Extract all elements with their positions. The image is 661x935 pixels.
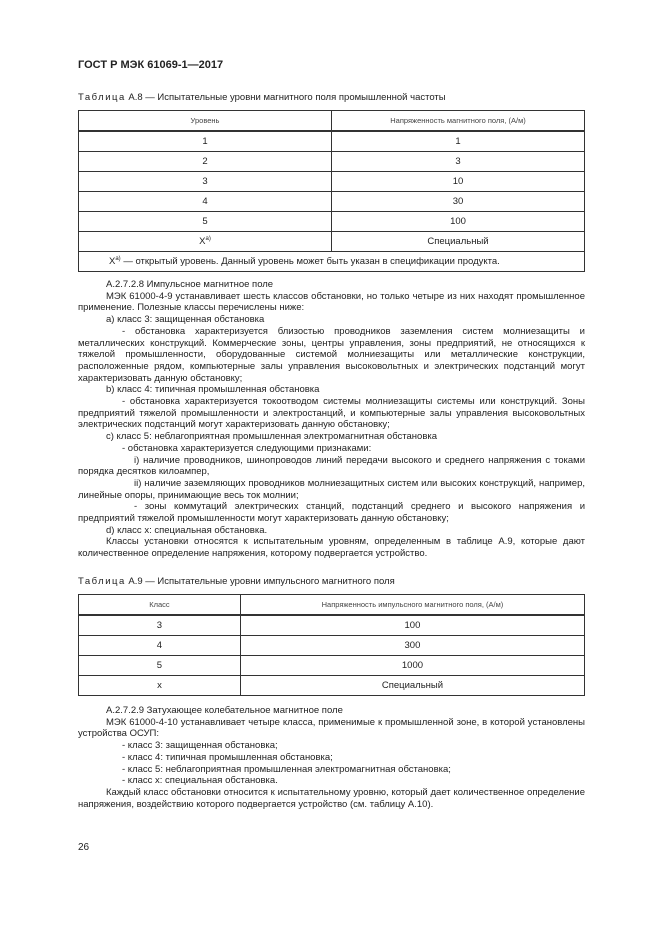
column-header: Класс	[79, 595, 241, 616]
footnote-text: — открытый уровень. Данный уровень может быть указан в спецификации продукта.	[120, 256, 500, 268]
cell-text: Специальный	[427, 236, 489, 247]
table-cell: 5	[79, 656, 241, 676]
paragraph: - обстановка характеризуется следующими признаками:	[122, 442, 372, 454]
table-row	[79, 615, 585, 636]
cell-text: 3	[455, 156, 461, 167]
table-cell: 100	[240, 615, 584, 636]
cell-text: 3	[202, 176, 208, 187]
table-cell	[79, 131, 332, 152]
table-row	[79, 172, 585, 192]
table-cell	[332, 212, 585, 232]
paragraph: i) наличие проводников, шинопроводов линий передачи высокого и среднего напряжения с токами порядка десятков килоампер,	[78, 454, 585, 478]
page-number: 26	[78, 842, 90, 853]
table-cell: x	[79, 676, 241, 696]
paragraph: Классы установки относятся к испытательным уровням, определенным в таблице А.9, которые дают количественное определение напряжения, которому подвергается устройство.	[78, 536, 585, 560]
paragraph: - обстановка характеризуется близостью проводников заземления систем молниезащиты и металлических конструкций. Коммерческие зоны, центры управления, зоны предприятий, не относящихся к тяжелой промышленности, оборудованные системой молниезащиты или металлические конструкции, расположенные рядом, компьютерные залы управления высоковольтных и электрических подстанций могут характеризовать данную обстановку;	[78, 325, 585, 384]
caption-text: А.9 — Испытательные уровни импульсного магнитного поля	[125, 576, 395, 587]
column-header: Уровень	[79, 111, 332, 132]
paragraph: ii) наличие заземляющих проводников молниезащитных систем или высоких конструкций, например, линейные опоры, принимающие весь ток молнии;	[78, 477, 585, 501]
table-row	[79, 152, 585, 172]
paragraph: А.2.7.2.9 Затухающее колебательное магнитное поле	[106, 705, 343, 716]
caption-text: А.8 — Испытательные уровни магнитного поля промышленной частоты	[125, 92, 446, 103]
paragraph: - класс 3: защищенная обстановка;	[122, 740, 278, 752]
table-a9-caption	[78, 576, 395, 587]
cell-text: 1	[455, 136, 461, 147]
table-cell	[79, 192, 332, 212]
cell-text: 4	[202, 196, 208, 207]
paragraph: МЭК 61000-4-9 устанавливает шесть классов обстановки, но только четыре из них находят промышленное применение. Полезные классы перечислены ниже:	[78, 290, 585, 314]
footnote-marker: a)	[115, 255, 121, 262]
table-footnote-row	[79, 252, 585, 272]
table-cell	[79, 232, 332, 252]
cell-text: X	[199, 236, 206, 248]
paragraph: А.2.7.2.8 Импульсное магнитное поле	[106, 279, 274, 290]
column-header: Напряженность импульсного магнитного поля, (А/м)	[240, 595, 584, 616]
table-cell	[79, 172, 332, 192]
table-row	[79, 232, 585, 252]
cell-text: 30	[452, 196, 464, 207]
paragraph: d) класс x: специальная обстановка.	[106, 524, 268, 536]
table-footnote	[79, 252, 585, 272]
table-cell	[332, 192, 585, 212]
table-cell: Специальный	[240, 676, 584, 696]
table-a8-caption	[78, 92, 446, 103]
column-header: Напряженность магнитного поля, (А/м)	[332, 111, 585, 132]
cell-text: 5	[202, 216, 208, 227]
cell-text: 100	[450, 216, 466, 227]
footnote-symbol: X	[109, 256, 116, 268]
table-row	[79, 192, 585, 212]
paragraph: b) класс 4: типичная промышленная обстановка	[106, 384, 320, 396]
paragraph: МЭК 61000-4-10 устанавливает четыре класса, применимые к промышленной зоне, в которой установлены устройства ОСУП:	[78, 716, 585, 740]
table-cell: 300	[240, 636, 584, 656]
table-cell: 4	[79, 636, 241, 656]
table-row	[79, 212, 585, 232]
caption-prefix: Таблица	[78, 576, 126, 587]
cell-text: 1	[202, 136, 208, 147]
table-a8	[78, 110, 585, 272]
paragraph: c) класс 5: неблагоприятная промышленная электромагнитная обстановка	[106, 431, 438, 443]
document-title: ГОСТ Р МЭК 61069-1—2017	[78, 59, 224, 71]
table-cell	[332, 152, 585, 172]
paragraph: - обстановка характеризуется токоотводом системы молниезащиты системы или конструкций. Зоны предприятий тяжелой промышленности и электростанций, и компьютерные залы управления высоковольтных электрических подстанций могут характеризовать данную обстановку;	[78, 396, 585, 431]
table-row	[79, 656, 585, 676]
table-a9	[78, 594, 585, 696]
paragraph: a) класс 3: защищенная обстановка	[106, 314, 265, 326]
cell-text: 10	[452, 176, 464, 187]
footnote-marker: a)	[205, 235, 211, 242]
section-a2729	[78, 705, 585, 810]
paragraph: - класс 4: типичная промышленная обстановка;	[122, 751, 333, 763]
table-cell	[332, 131, 585, 152]
paragraph: - класс 5: неблагоприятная промышленная электромагнитная обстановка;	[122, 763, 451, 775]
table-row	[79, 636, 585, 656]
table-cell: 3	[79, 615, 241, 636]
table-cell	[332, 172, 585, 192]
table-cell	[79, 212, 332, 232]
caption-prefix: Таблица	[78, 92, 126, 103]
paragraph: - зоны коммутаций электрических станций, подстанций среднего и высокого напряжения и предприятий тяжелой промышленности могут характеризовать данную обстановку;	[78, 501, 585, 525]
paragraph: - класс x: специальная обстановка.	[122, 775, 278, 787]
table-cell	[332, 232, 585, 252]
paragraph: Каждый класс обстановки относится к испытательному уровню, который дает количественное определение напряжения, воздействию которого подвергается устройство (см. таблицу А.10).	[78, 786, 585, 810]
table-cell	[79, 152, 332, 172]
table-row	[79, 131, 585, 152]
cell-text: 2	[202, 156, 208, 167]
table-cell: 1000	[240, 656, 584, 676]
table-row	[79, 676, 585, 696]
section-a2728	[78, 279, 585, 560]
